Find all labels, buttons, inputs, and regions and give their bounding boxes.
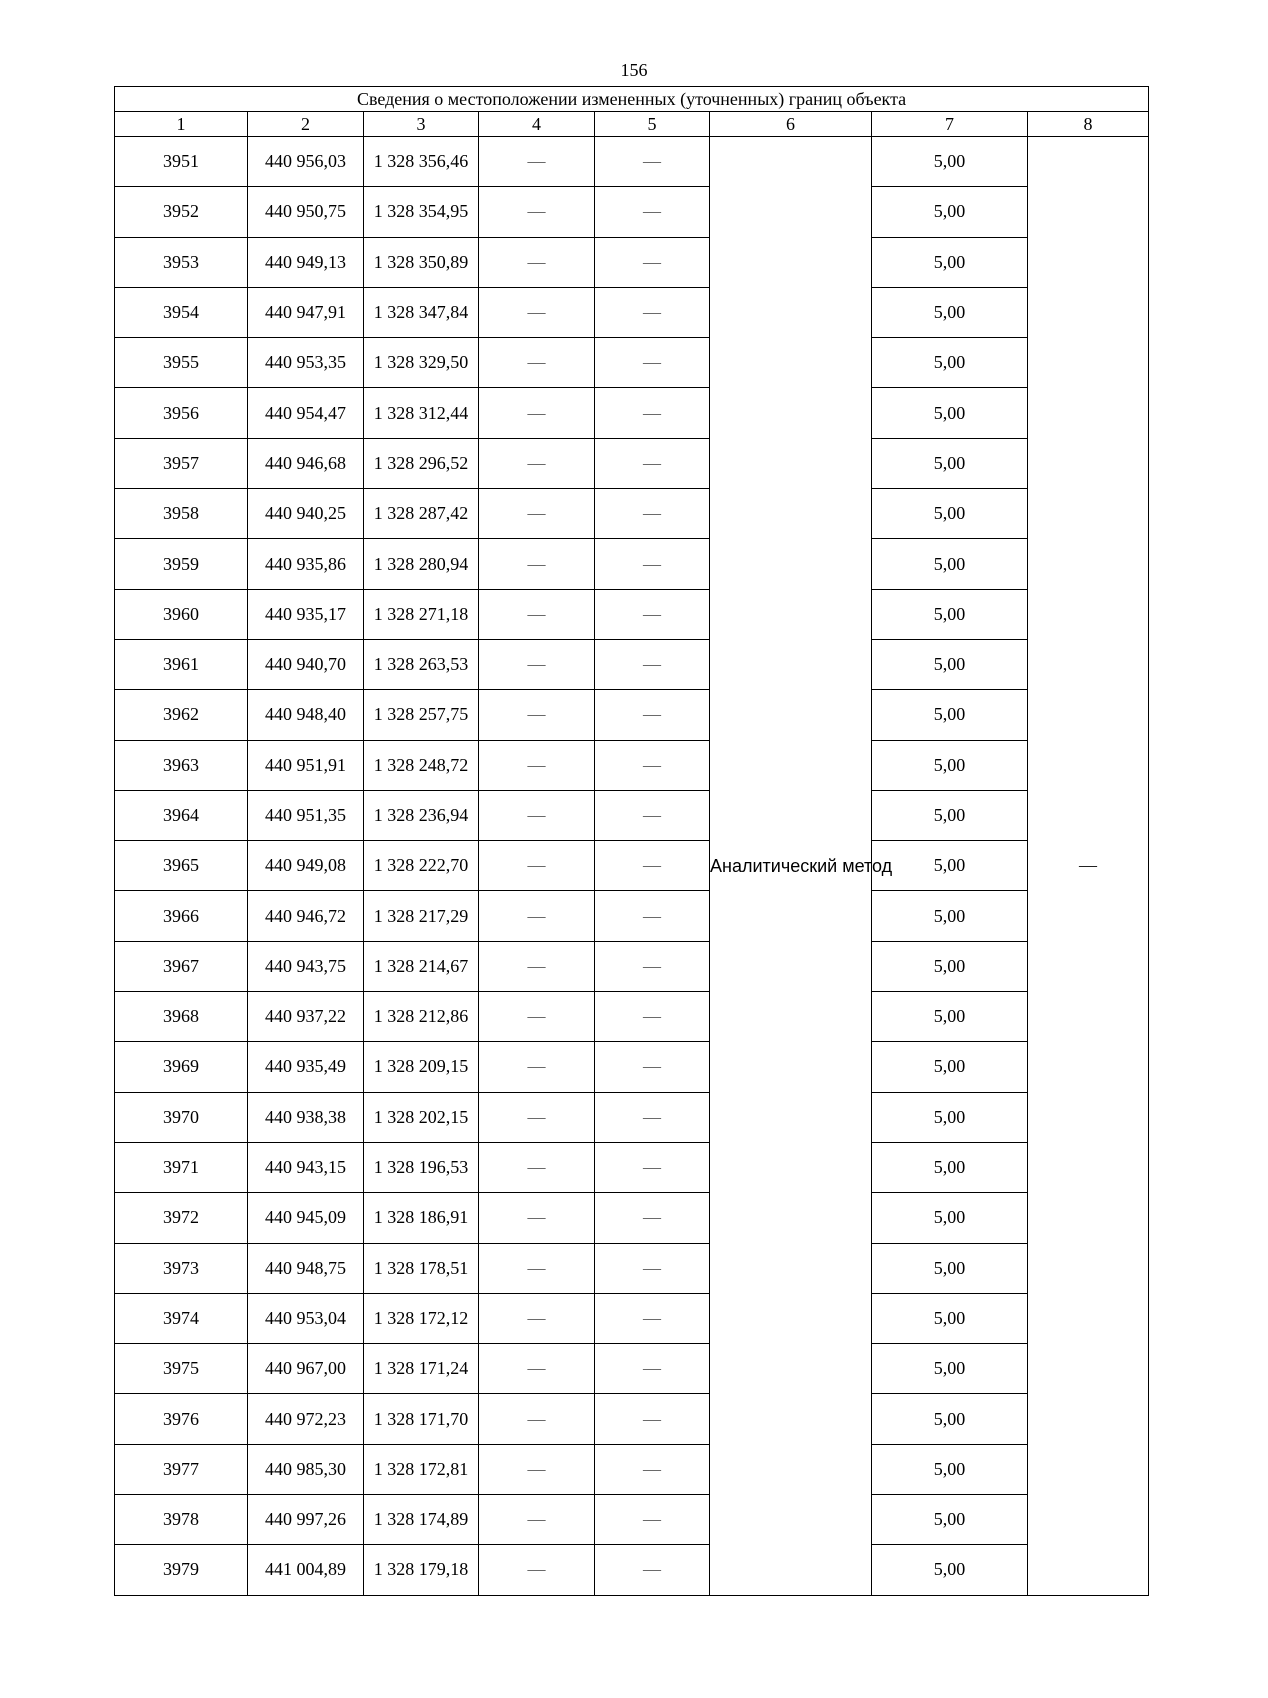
table-row	[115, 438, 1149, 488]
column-4-cell: —	[479, 891, 595, 941]
table-row	[115, 639, 1149, 689]
column-4-cell: —	[479, 1042, 595, 1092]
table-row	[115, 338, 1149, 388]
accuracy-cell: 5,00	[872, 891, 1028, 941]
column-5-cell: —	[595, 237, 710, 287]
column-5-cell: —	[595, 740, 710, 790]
y-coordinate-cell: 1 328 236,94	[364, 790, 479, 840]
column-4-cell: —	[479, 740, 595, 790]
y-coordinate-cell: 1 328 174,89	[364, 1495, 479, 1545]
y-coordinate-cell: 1 328 172,81	[364, 1444, 479, 1494]
point-number-cell: 3965	[115, 841, 248, 891]
x-coordinate-cell: 441 004,89	[248, 1545, 364, 1595]
y-coordinate-cell: 1 328 354,95	[364, 187, 479, 237]
accuracy-cell: 5,00	[872, 992, 1028, 1042]
y-coordinate-cell: 1 328 350,89	[364, 237, 479, 287]
column-4-cell: —	[479, 639, 595, 689]
y-coordinate-cell: 1 328 178,51	[364, 1243, 479, 1293]
table-title: Сведения о местоположении измененных (уточненных) границ объекта	[115, 87, 1149, 112]
x-coordinate-cell: 440 949,08	[248, 841, 364, 891]
y-coordinate-cell: 1 328 214,67	[364, 941, 479, 991]
method-cell: Аналитический метод	[710, 137, 872, 1596]
accuracy-cell: 5,00	[872, 237, 1028, 287]
x-coordinate-cell: 440 953,35	[248, 338, 364, 388]
column-4-cell: —	[479, 1444, 595, 1494]
point-number-cell: 3952	[115, 187, 248, 237]
column-4-cell: —	[479, 137, 595, 187]
column-4-cell: —	[479, 338, 595, 388]
accuracy-cell: 5,00	[872, 1193, 1028, 1243]
point-number-cell: 3973	[115, 1243, 248, 1293]
point-number-cell: 3977	[115, 1444, 248, 1494]
x-coordinate-cell: 440 948,75	[248, 1243, 364, 1293]
point-number-cell: 3969	[115, 1042, 248, 1092]
column-4-cell: —	[479, 489, 595, 539]
table-title-row	[115, 87, 1149, 112]
column-header: 3	[364, 112, 479, 137]
column-5-cell: —	[595, 1092, 710, 1142]
accuracy-cell: 5,00	[872, 388, 1028, 438]
accuracy-cell: 5,00	[872, 539, 1028, 589]
column-5-cell: —	[595, 539, 710, 589]
column-5-cell: —	[595, 1394, 710, 1444]
accuracy-cell: 5,00	[872, 740, 1028, 790]
column-4-cell: —	[479, 1344, 595, 1394]
column-4-cell: —	[479, 1092, 595, 1142]
table-row	[115, 287, 1149, 337]
y-coordinate-cell: 1 328 179,18	[364, 1545, 479, 1595]
point-number-cell: 3975	[115, 1344, 248, 1394]
column-5-cell: —	[595, 1042, 710, 1092]
page-number: 156	[620, 60, 648, 80]
column-5-cell: —	[595, 187, 710, 237]
column-5-cell: —	[595, 1293, 710, 1343]
x-coordinate-cell: 440 943,75	[248, 941, 364, 991]
accuracy-cell: 5,00	[872, 287, 1028, 337]
x-coordinate-cell: 440 937,22	[248, 992, 364, 1042]
y-coordinate-cell: 1 328 280,94	[364, 539, 479, 589]
table-row	[115, 388, 1149, 438]
column-4-cell: —	[479, 187, 595, 237]
column-4-cell: —	[479, 1545, 595, 1595]
column-header: 7	[872, 112, 1028, 137]
point-number-cell: 3955	[115, 338, 248, 388]
accuracy-cell: 5,00	[872, 338, 1028, 388]
point-number-cell: 3962	[115, 690, 248, 740]
column-4-cell: —	[479, 287, 595, 337]
column-4-cell: —	[479, 388, 595, 438]
point-number-cell: 3979	[115, 1545, 248, 1595]
column-4-cell: —	[479, 237, 595, 287]
point-number-cell: 3978	[115, 1495, 248, 1545]
column-5-cell: —	[595, 1142, 710, 1192]
column-5-cell: —	[595, 388, 710, 438]
table-row	[115, 941, 1149, 991]
column-header: 1	[115, 112, 248, 137]
column-5-cell: —	[595, 790, 710, 840]
point-number-cell: 3968	[115, 992, 248, 1042]
table-row	[115, 1444, 1149, 1494]
accuracy-cell: 5,00	[872, 1042, 1028, 1092]
table-row	[115, 1293, 1149, 1343]
column-5-cell: —	[595, 1344, 710, 1394]
point-number-cell: 3967	[115, 941, 248, 991]
y-coordinate-cell: 1 328 202,15	[364, 1092, 479, 1142]
column-5-cell: —	[595, 841, 710, 891]
point-number-cell: 3951	[115, 137, 248, 187]
column-4-cell: —	[479, 841, 595, 891]
table-row	[115, 1344, 1149, 1394]
accuracy-cell: 5,00	[872, 187, 1028, 237]
x-coordinate-cell: 440 935,17	[248, 589, 364, 639]
y-coordinate-cell: 1 328 271,18	[364, 589, 479, 639]
table-row	[115, 1545, 1149, 1595]
x-coordinate-cell: 440 997,26	[248, 1495, 364, 1545]
column-5-cell: —	[595, 137, 710, 187]
column-5-cell: —	[595, 438, 710, 488]
x-coordinate-cell: 440 943,15	[248, 1142, 364, 1192]
x-coordinate-cell: 440 949,13	[248, 237, 364, 287]
y-coordinate-cell: 1 328 296,52	[364, 438, 479, 488]
accuracy-cell: 5,00	[872, 841, 1028, 891]
point-number-cell: 3976	[115, 1394, 248, 1444]
y-coordinate-cell: 1 328 287,42	[364, 489, 479, 539]
table-row	[115, 1193, 1149, 1243]
table-row	[115, 137, 1149, 187]
y-coordinate-cell: 1 328 186,91	[364, 1193, 479, 1243]
column-header: 5	[595, 112, 710, 137]
x-coordinate-cell: 440 950,75	[248, 187, 364, 237]
column-4-cell: —	[479, 1243, 595, 1293]
column-header: 8	[1028, 112, 1149, 137]
accuracy-cell: 5,00	[872, 1142, 1028, 1192]
y-coordinate-cell: 1 328 248,72	[364, 740, 479, 790]
point-number-cell: 3959	[115, 539, 248, 589]
table-row	[115, 589, 1149, 639]
x-coordinate-cell: 440 940,25	[248, 489, 364, 539]
column-5-cell: —	[595, 639, 710, 689]
x-coordinate-cell: 440 967,00	[248, 1344, 364, 1394]
y-coordinate-cell: 1 328 222,70	[364, 841, 479, 891]
x-coordinate-cell: 440 954,47	[248, 388, 364, 438]
x-coordinate-cell: 440 935,49	[248, 1042, 364, 1092]
table-row	[115, 992, 1149, 1042]
accuracy-cell: 5,00	[872, 1092, 1028, 1142]
point-number-cell: 3972	[115, 1193, 248, 1243]
y-coordinate-cell: 1 328 217,29	[364, 891, 479, 941]
point-number-cell: 3974	[115, 1293, 248, 1343]
accuracy-cell: 5,00	[872, 1394, 1028, 1444]
y-coordinate-cell: 1 328 171,70	[364, 1394, 479, 1444]
point-number-cell: 3971	[115, 1142, 248, 1192]
column-header: 4	[479, 112, 595, 137]
y-coordinate-cell: 1 328 196,53	[364, 1142, 479, 1192]
table-row	[115, 1495, 1149, 1545]
accuracy-cell: 5,00	[872, 790, 1028, 840]
column-4-cell: —	[479, 1394, 595, 1444]
column-4-cell: —	[479, 992, 595, 1042]
y-coordinate-cell: 1 328 171,24	[364, 1344, 479, 1394]
accuracy-cell: 5,00	[872, 1545, 1028, 1595]
column-5-cell: —	[595, 1193, 710, 1243]
point-number-cell: 3970	[115, 1092, 248, 1142]
x-coordinate-cell: 440 945,09	[248, 1193, 364, 1243]
column-5-cell: —	[595, 489, 710, 539]
column-5-cell: —	[595, 589, 710, 639]
column-5-cell: —	[595, 891, 710, 941]
table-row	[115, 740, 1149, 790]
y-coordinate-cell: 1 328 329,50	[364, 338, 479, 388]
y-coordinate-cell: 1 328 347,84	[364, 287, 479, 337]
accuracy-cell: 5,00	[872, 438, 1028, 488]
table-row	[115, 489, 1149, 539]
point-number-cell: 3966	[115, 891, 248, 941]
point-number-cell: 3953	[115, 237, 248, 287]
table-row	[115, 539, 1149, 589]
point-number-cell: 3958	[115, 489, 248, 539]
table-row	[115, 1243, 1149, 1293]
column-4-cell: —	[479, 1193, 595, 1243]
column-4-cell: —	[479, 1293, 595, 1343]
column-5-cell: —	[595, 941, 710, 991]
accuracy-cell: 5,00	[872, 1293, 1028, 1343]
column-5-cell: —	[595, 1444, 710, 1494]
x-coordinate-cell: 440 972,23	[248, 1394, 364, 1444]
x-coordinate-cell: 440 951,91	[248, 740, 364, 790]
table-row	[115, 1092, 1149, 1142]
column-5-cell: —	[595, 690, 710, 740]
column-4-cell: —	[479, 589, 595, 639]
boundary-coordinates-table	[114, 86, 1149, 1596]
column-5-cell: —	[595, 1243, 710, 1293]
column-8-cell: —	[1028, 137, 1149, 1596]
accuracy-cell: 5,00	[872, 639, 1028, 689]
column-5-cell: —	[595, 992, 710, 1042]
column-4-cell: —	[479, 539, 595, 589]
column-4-cell: —	[479, 690, 595, 740]
y-coordinate-cell: 1 328 212,86	[364, 992, 479, 1042]
table-row	[115, 891, 1149, 941]
accuracy-cell: 5,00	[872, 941, 1028, 991]
column-header-row	[115, 112, 1149, 137]
x-coordinate-cell: 440 953,04	[248, 1293, 364, 1343]
x-coordinate-cell: 440 938,38	[248, 1092, 364, 1142]
point-number-cell: 3956	[115, 388, 248, 438]
point-number-cell: 3963	[115, 740, 248, 790]
column-5-cell: —	[595, 1495, 710, 1545]
y-coordinate-cell: 1 328 172,12	[364, 1293, 479, 1343]
table-row	[115, 790, 1149, 840]
table-row	[115, 237, 1149, 287]
accuracy-cell: 5,00	[872, 137, 1028, 187]
column-4-cell: —	[479, 790, 595, 840]
y-coordinate-cell: 1 328 257,75	[364, 690, 479, 740]
x-coordinate-cell: 440 956,03	[248, 137, 364, 187]
point-number-cell: 3964	[115, 790, 248, 840]
x-coordinate-cell: 440 935,86	[248, 539, 364, 589]
table-row	[115, 841, 1149, 891]
x-coordinate-cell: 440 946,72	[248, 891, 364, 941]
y-coordinate-cell: 1 328 209,15	[364, 1042, 479, 1092]
column-5-cell: —	[595, 338, 710, 388]
column-5-cell: —	[595, 287, 710, 337]
column-4-cell: —	[479, 941, 595, 991]
accuracy-cell: 5,00	[872, 489, 1028, 539]
x-coordinate-cell: 440 985,30	[248, 1444, 364, 1494]
table-row	[115, 690, 1149, 740]
point-number-cell: 3961	[115, 639, 248, 689]
column-header: 2	[248, 112, 364, 137]
table-row	[115, 1142, 1149, 1192]
x-coordinate-cell: 440 946,68	[248, 438, 364, 488]
column-5-cell: —	[595, 1545, 710, 1595]
y-coordinate-cell: 1 328 263,53	[364, 639, 479, 689]
accuracy-cell: 5,00	[872, 690, 1028, 740]
column-header: 6	[710, 112, 872, 137]
column-4-cell: —	[479, 438, 595, 488]
accuracy-cell: 5,00	[872, 1344, 1028, 1394]
column-4-cell: —	[479, 1142, 595, 1192]
column-4-cell: —	[479, 1495, 595, 1545]
point-number-cell: 3960	[115, 589, 248, 639]
x-coordinate-cell: 440 947,91	[248, 287, 364, 337]
table-row	[115, 1042, 1149, 1092]
table-row	[115, 187, 1149, 237]
point-number-cell: 3957	[115, 438, 248, 488]
x-coordinate-cell: 440 948,40	[248, 690, 364, 740]
accuracy-cell: 5,00	[872, 1444, 1028, 1494]
table-row	[115, 1394, 1149, 1444]
accuracy-cell: 5,00	[872, 1243, 1028, 1293]
x-coordinate-cell: 440 951,35	[248, 790, 364, 840]
accuracy-cell: 5,00	[872, 589, 1028, 639]
y-coordinate-cell: 1 328 356,46	[364, 137, 479, 187]
x-coordinate-cell: 440 940,70	[248, 639, 364, 689]
accuracy-cell: 5,00	[872, 1495, 1028, 1545]
point-number-cell: 3954	[115, 287, 248, 337]
y-coordinate-cell: 1 328 312,44	[364, 388, 479, 438]
